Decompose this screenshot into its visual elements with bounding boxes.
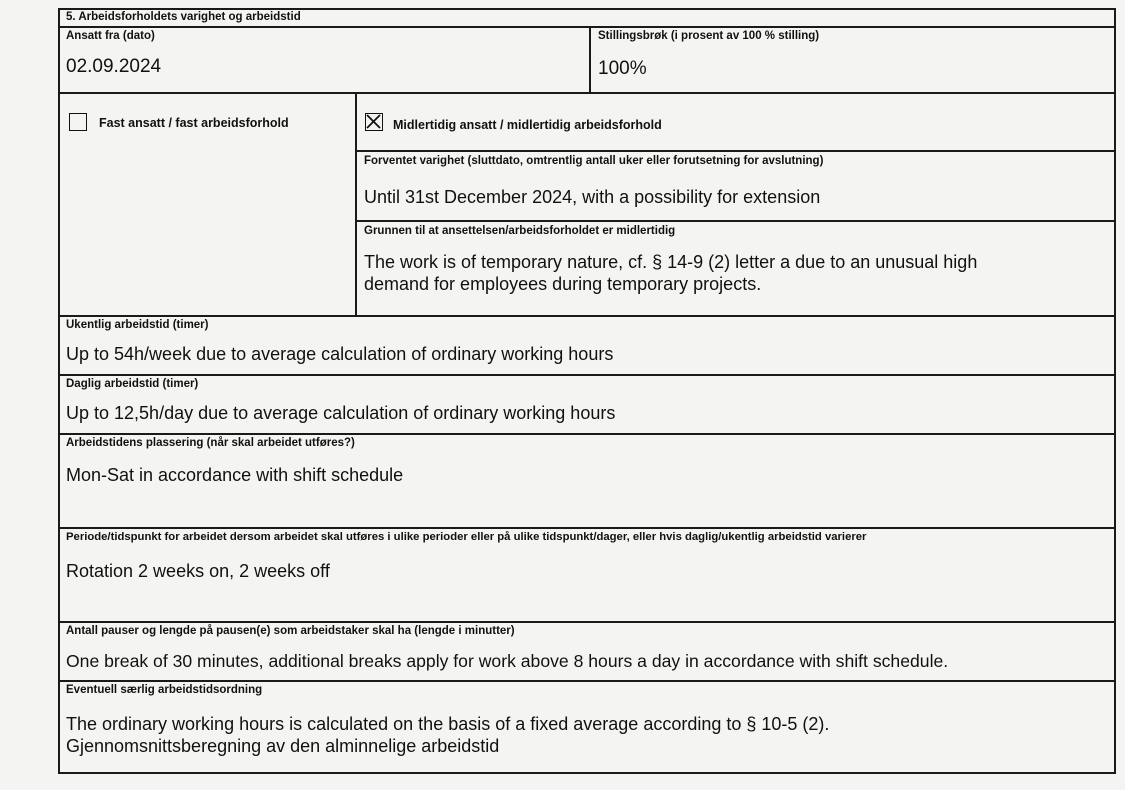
weekly-hours-value[interactable]: Up to 54h/week due to average calculation of ordinary working hours [66, 344, 614, 364]
daily-hours-label: Daglig arbeidstid (timer) [66, 378, 199, 390]
special-arrangement-line2[interactable]: Gjennomsnittsberegning av den alminnelige arbeidstid [66, 736, 500, 756]
special-arrangement-label: Eventuell særlig arbeidstidsordning [66, 684, 263, 696]
temporary-employment-label: Midlertidig ansatt / midlertidig arbeidsforhold [393, 118, 662, 132]
hours-placement-value[interactable]: Mon-Sat in accordance with shift schedule [66, 465, 404, 485]
divider [60, 92, 1114, 94]
divider [355, 220, 1114, 222]
expected-duration-label: Forventet varighet (sluttdato, omtrentlig antall uker eller forutsetning for avslutning) [364, 155, 824, 167]
weekly-hours-label: Ukentlig arbeidstid (timer) [66, 319, 209, 331]
position-fraction-label: Stillingsbrøk (i prosent av 100 % stilling) [598, 30, 820, 42]
section-title: 5. Arbeidsforholdets varighet og arbeidstid [66, 11, 301, 23]
daily-hours-value[interactable]: Up to 12,5h/day due to average calculation of ordinary working hours [66, 403, 616, 423]
special-arrangement-line1[interactable]: The ordinary working hours is calculated on the basis of a fixed average according to § 10-5 (2). [66, 714, 830, 734]
divider [60, 621, 1114, 623]
employment-form-section [58, 8, 1116, 774]
permanent-employment-label: Fast ansatt / fast arbeidsforhold [99, 116, 289, 130]
temporary-reason-line2[interactable]: demand for employees during temporary projects. [364, 274, 762, 294]
divider [60, 315, 1114, 317]
temporary-employment-checkbox[interactable] [365, 113, 383, 131]
column-divider [589, 26, 591, 92]
column-divider [355, 92, 357, 315]
breaks-label: Antall pauser og lengde på pausen(e) som arbeidstaker skal ha (lengde i minutter) [66, 625, 515, 637]
work-period-label: Periode/tidspunkt for arbeidet dersom arbeidet skal utføres i ulike perioder eller på ulike tidspunkt/dager, eller hvis daglig/ukentlig arbeidstid varierer [66, 531, 867, 543]
hours-placement-label: Arbeidstidens plassering (når skal arbeidet utføres?) [66, 437, 355, 449]
work-period-value[interactable]: Rotation 2 weeks on, 2 weeks off [66, 561, 330, 581]
start-date-label: Ansatt fra (dato) [66, 30, 155, 42]
divider [60, 374, 1114, 376]
divider [60, 527, 1114, 529]
divider [60, 680, 1114, 682]
expected-duration-value[interactable]: Until 31st December 2024, with a possibility for extension [364, 187, 821, 207]
divider [355, 150, 1114, 152]
divider [60, 433, 1114, 435]
divider [60, 26, 1114, 28]
breaks-value[interactable]: One break of 30 minutes, additional breaks apply for work above 8 hours a day in accordance with shift schedule. [66, 651, 949, 671]
temporary-reason-label: Grunnen til at ansettelsen/arbeidsforholdet er midlertidig [364, 225, 676, 237]
temporary-reason-line1[interactable]: The work is of temporary nature, cf. § 14-9 (2) letter a due to an unusual high [364, 252, 978, 272]
start-date-value[interactable]: 02.09.2024 [66, 56, 162, 77]
position-fraction-value[interactable]: 100% [598, 58, 647, 79]
check-x-icon [366, 114, 381, 129]
permanent-employment-checkbox[interactable] [69, 113, 87, 131]
